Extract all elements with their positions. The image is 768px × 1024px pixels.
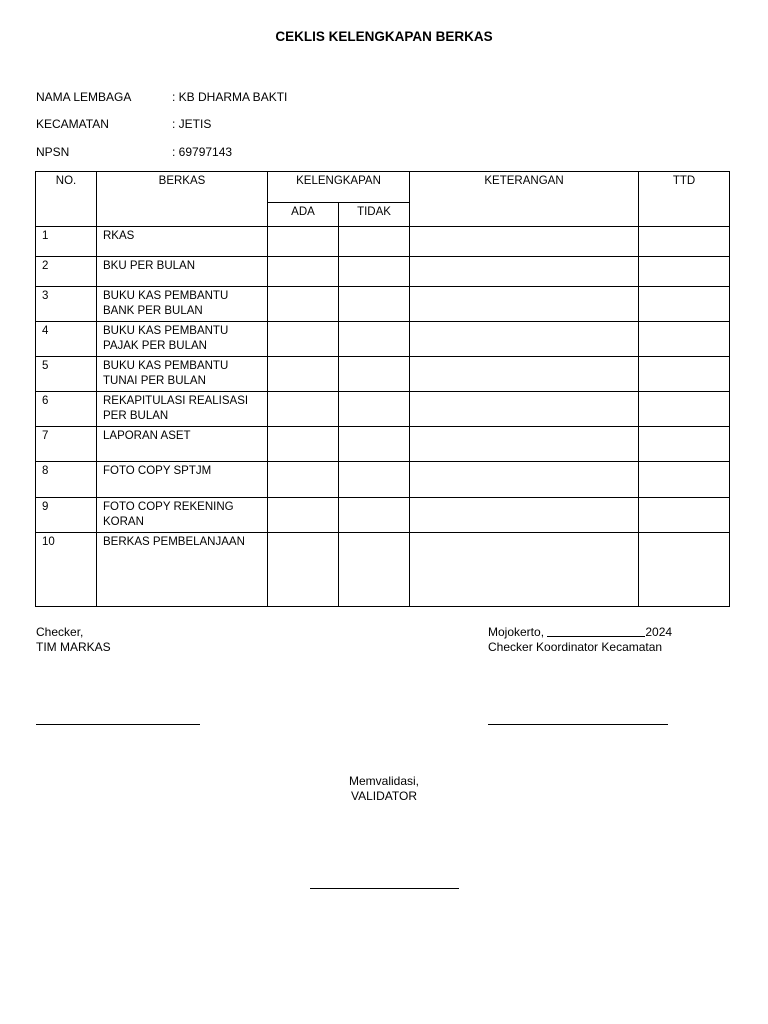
validator-label: VALIDATOR <box>350 789 418 803</box>
cell-ada[interactable] <box>268 322 339 357</box>
row-berkas-line: BUKU KAS PEMBANTU <box>103 290 229 302</box>
cell-keterangan[interactable] <box>410 287 639 322</box>
cell-ttd[interactable] <box>639 287 730 322</box>
cell-ttd[interactable] <box>639 462 730 498</box>
row-berkas-line: KORAN <box>103 516 144 528</box>
row-berkas-line: REKAPITULASI REALISASI <box>103 395 249 407</box>
info-label: NAMA LEMBAGA <box>36 90 132 104</box>
row-no: 9 <box>36 498 97 533</box>
cell-ttd[interactable] <box>639 227 730 257</box>
cell-keterangan[interactable] <box>410 322 639 357</box>
row-berkas-line: FOTO COPY SPTJM <box>103 465 212 477</box>
row-no: 4 <box>36 322 97 357</box>
row-no: 6 <box>36 392 97 427</box>
header-ttd: TTD <box>639 172 730 227</box>
date-line <box>488 625 672 640</box>
row-berkas <box>97 533 268 607</box>
info-value: : KB DHARMA BAKTI <box>172 90 288 104</box>
table-row <box>36 427 730 462</box>
info-value: : JETIS <box>172 117 212 131</box>
row-berkas-line: BKU PER BULAN <box>103 260 196 272</box>
date-blank[interactable] <box>547 636 645 637</box>
document-title: CEKLIS KELENGKAPAN BERKAS <box>275 29 493 44</box>
row-berkas-line: BUKU KAS PEMBANTU <box>103 325 229 337</box>
cell-ttd[interactable] <box>639 533 730 607</box>
cell-keterangan[interactable] <box>410 533 639 607</box>
cell-keterangan[interactable] <box>410 357 639 392</box>
coordinator-label: Checker Koordinator Kecamatan <box>488 640 663 654</box>
cell-ada[interactable] <box>268 227 339 257</box>
cell-ttd[interactable] <box>639 322 730 357</box>
header-keterangan: KETERANGAN <box>410 172 639 227</box>
row-berkas-line: PAJAK PER BULAN <box>103 340 207 352</box>
row-no: 8 <box>36 462 97 498</box>
table-row <box>36 392 730 427</box>
checker-label: Checker, <box>36 625 84 639</box>
row-berkas-line: BERKAS PEMBELANJAAN <box>103 536 245 548</box>
row-berkas <box>97 498 268 533</box>
row-berkas-line: PER BULAN <box>103 410 169 422</box>
cell-tidak[interactable] <box>339 287 410 322</box>
cell-keterangan[interactable] <box>410 227 639 257</box>
cell-keterangan[interactable] <box>410 257 639 287</box>
cell-tidak[interactable] <box>339 392 410 427</box>
row-no: 3 <box>36 287 97 322</box>
cell-ttd[interactable] <box>639 392 730 427</box>
cell-ttd[interactable] <box>639 498 730 533</box>
row-berkas <box>97 322 268 357</box>
row-berkas <box>97 462 268 498</box>
cell-tidak[interactable] <box>339 357 410 392</box>
cell-keterangan[interactable] <box>410 498 639 533</box>
cell-keterangan[interactable] <box>410 427 639 462</box>
table-row <box>36 357 730 392</box>
info-nama-lembaga <box>36 90 287 104</box>
cell-ada[interactable] <box>268 392 339 427</box>
checker-signature-line[interactable] <box>36 724 200 725</box>
cell-ada[interactable] <box>268 498 339 533</box>
cell-ttd[interactable] <box>639 427 730 462</box>
header-ada: ADA <box>268 203 339 227</box>
cell-keterangan[interactable] <box>410 462 639 498</box>
row-berkas <box>97 427 268 462</box>
validator-block <box>0 774 768 804</box>
header-no: NO. <box>36 172 97 227</box>
info-npsn <box>36 145 232 159</box>
validator-signature-line[interactable] <box>310 888 459 889</box>
cell-ada[interactable] <box>268 462 339 498</box>
row-no: 7 <box>36 427 97 462</box>
table-row <box>36 498 730 533</box>
table-row <box>36 533 730 607</box>
info-label: NPSN <box>36 145 70 159</box>
row-berkas-line: FOTO COPY REKENING <box>103 501 234 513</box>
cell-ada[interactable] <box>268 287 339 322</box>
table-row <box>36 227 730 257</box>
row-berkas-line: LAPORAN ASET <box>103 430 191 442</box>
cell-tidak[interactable] <box>339 462 410 498</box>
header-tidak: TIDAK <box>339 203 410 227</box>
row-berkas <box>97 287 268 322</box>
validate-label: Memvalidasi, <box>348 774 420 788</box>
table-row <box>36 287 730 322</box>
row-berkas <box>97 392 268 427</box>
cell-ada[interactable] <box>268 533 339 607</box>
row-berkas-line: TUNAI PER BULAN <box>103 375 206 387</box>
row-no: 5 <box>36 357 97 392</box>
cell-tidak[interactable] <box>339 227 410 257</box>
coordinator-signature-line[interactable] <box>488 724 668 725</box>
header-kelengkapan: KELENGKAPAN <box>268 172 410 203</box>
info-kecamatan <box>36 117 211 131</box>
cell-tidak[interactable] <box>339 322 410 357</box>
cell-keterangan[interactable] <box>410 392 639 427</box>
row-no: 2 <box>36 257 97 287</box>
table-row <box>36 257 730 287</box>
checker-block <box>36 625 111 655</box>
table-row <box>36 462 730 498</box>
row-berkas <box>97 257 268 287</box>
cell-tidak[interactable] <box>339 257 410 287</box>
cell-ttd[interactable] <box>639 257 730 287</box>
row-berkas-line: BANK PER BULAN <box>103 305 203 317</box>
coordinator-block <box>488 625 672 655</box>
year: 2024 <box>645 625 673 639</box>
checker-team: TIM MARKAS <box>36 640 111 654</box>
cell-tidak[interactable] <box>339 498 410 533</box>
row-no: 1 <box>36 227 97 257</box>
row-berkas <box>97 227 268 257</box>
info-value: : 69797143 <box>172 145 233 159</box>
cell-ada[interactable] <box>268 427 339 462</box>
row-berkas-line: BUKU KAS PEMBANTU <box>103 360 229 372</box>
cell-tidak[interactable] <box>339 533 410 607</box>
row-no: 10 <box>36 533 97 607</box>
row-berkas <box>97 357 268 392</box>
cell-ada[interactable] <box>268 257 339 287</box>
row-berkas-line: RKAS <box>103 230 135 242</box>
place-prefix: Mojokerto, <box>488 625 545 639</box>
header-berkas: BERKAS <box>97 172 268 227</box>
table-row <box>36 322 730 357</box>
checklist-table <box>35 171 730 607</box>
cell-ttd[interactable] <box>639 357 730 392</box>
info-label: KECAMATAN <box>36 117 109 131</box>
cell-tidak[interactable] <box>339 427 410 462</box>
cell-ada[interactable] <box>268 357 339 392</box>
